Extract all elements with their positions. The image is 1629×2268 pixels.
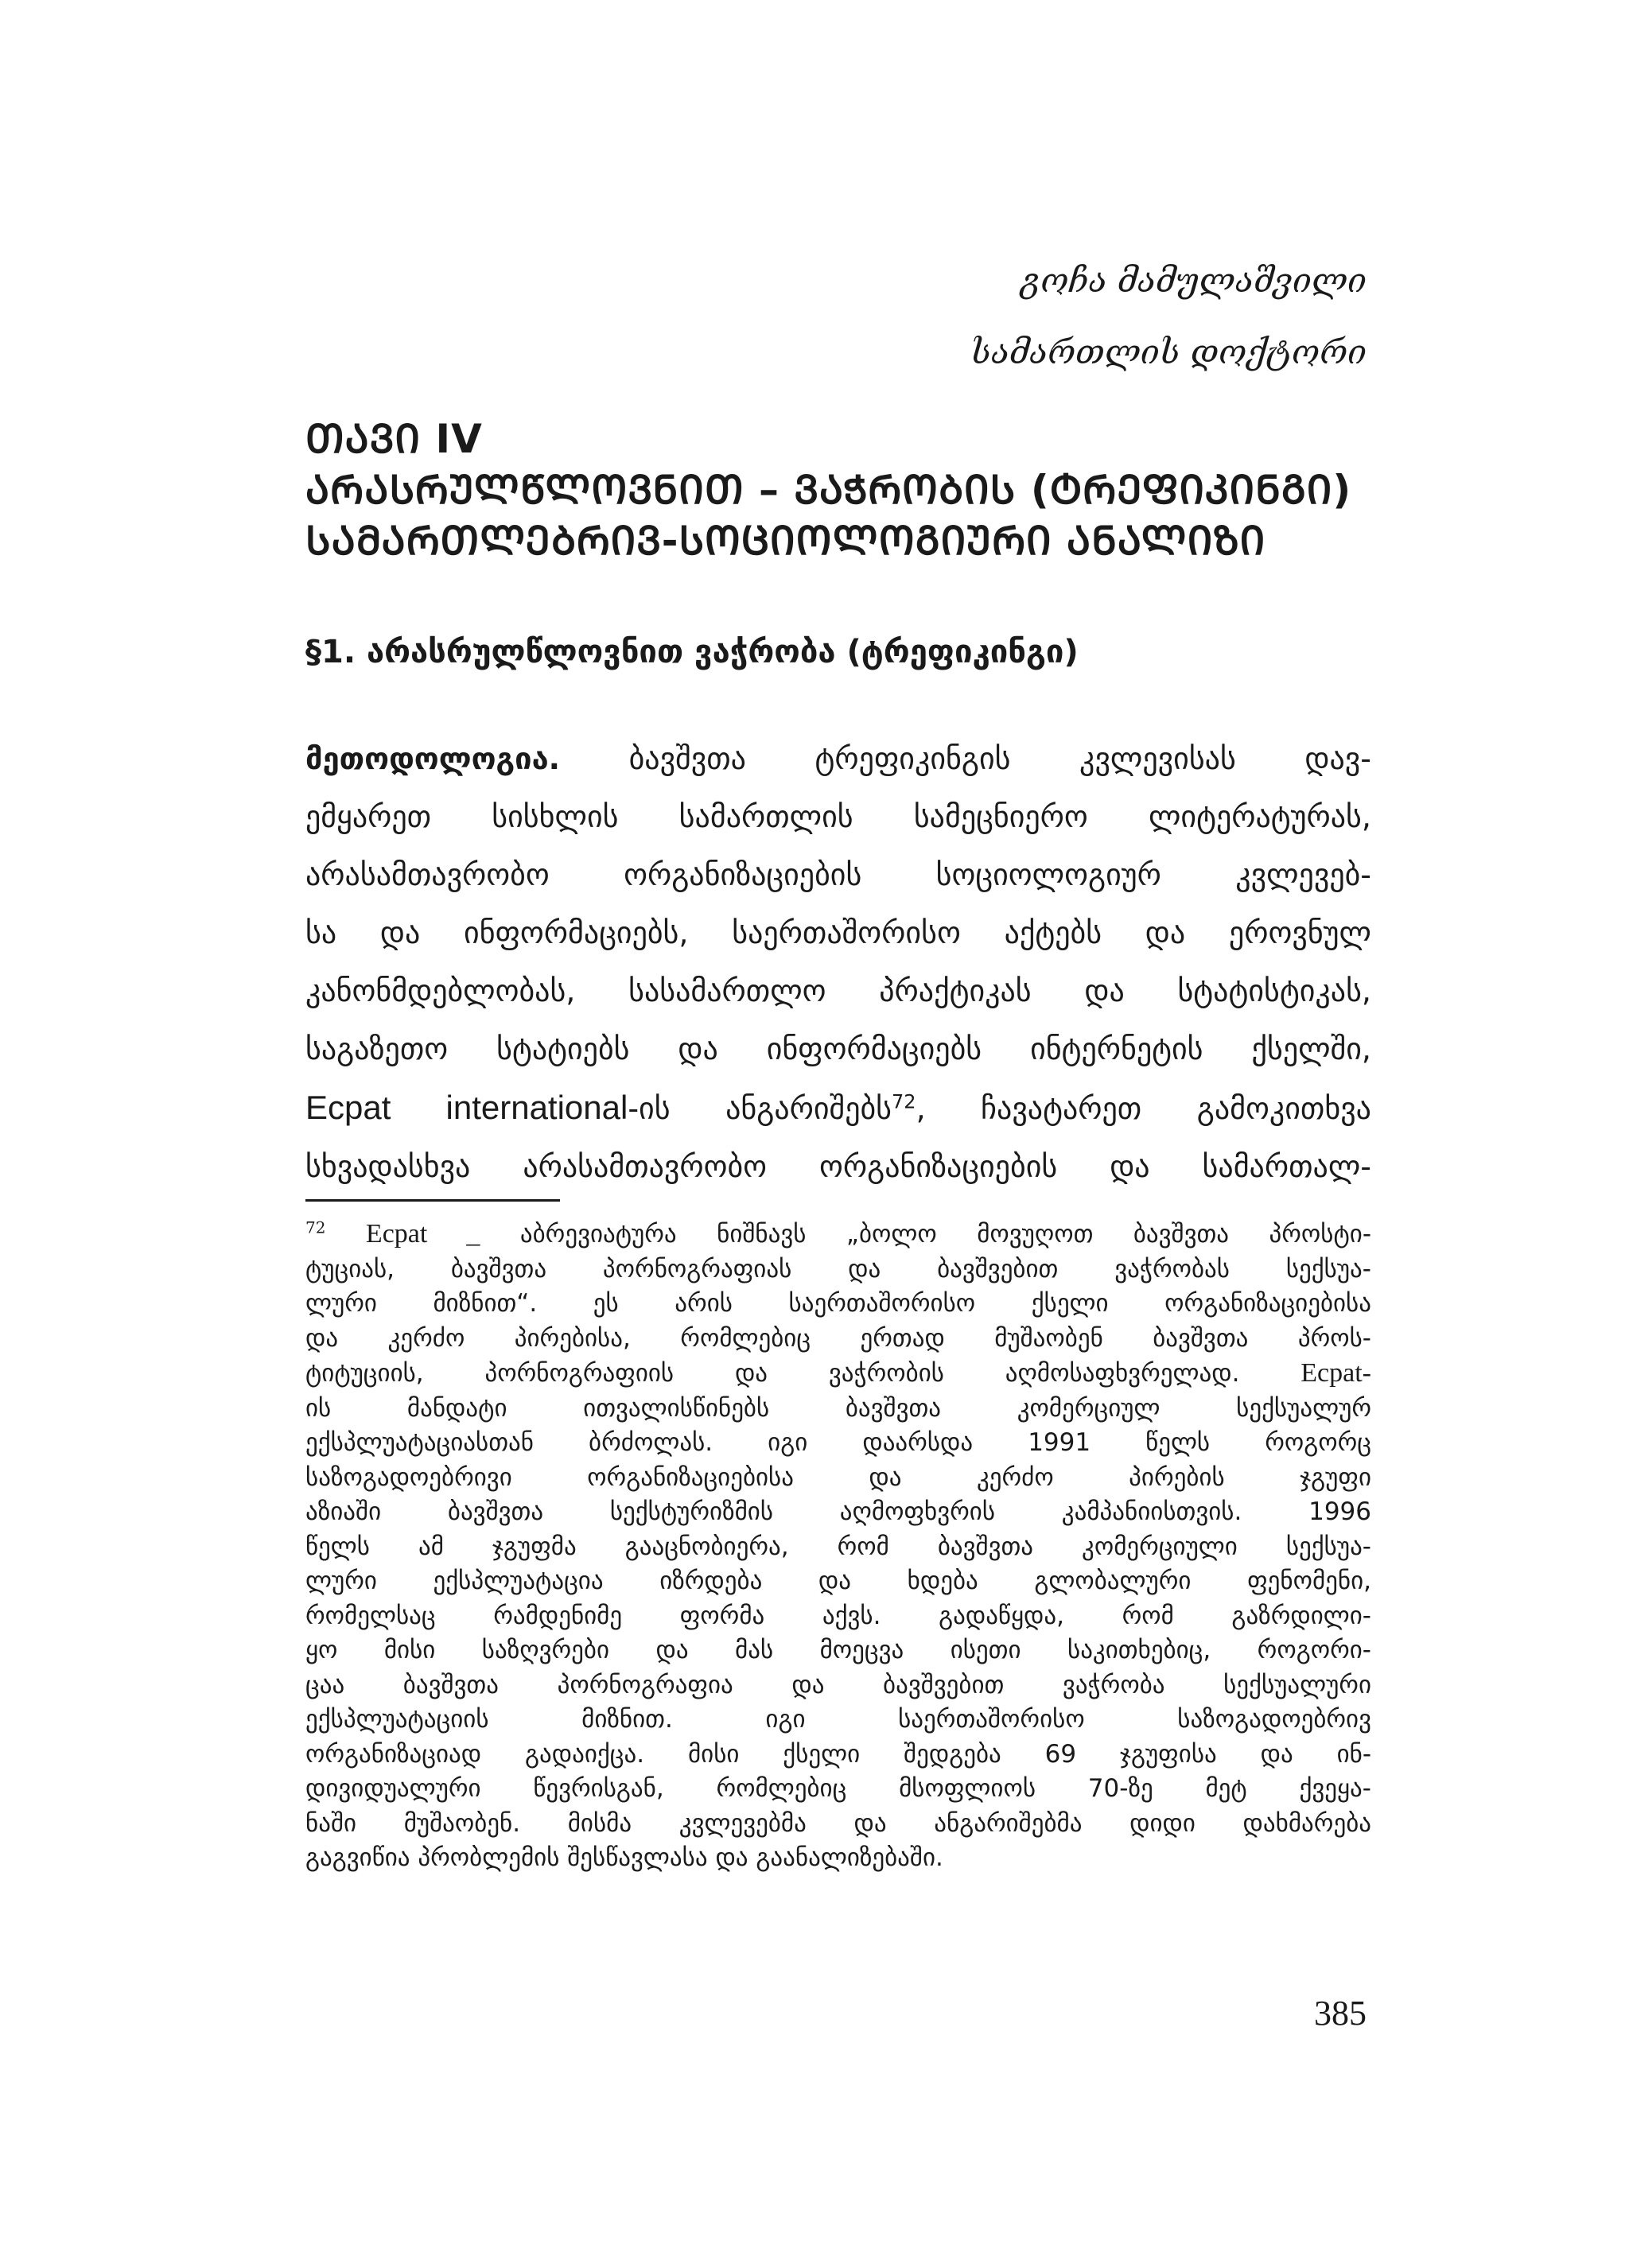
section-title: §1. არასრულწლოვნით ვაჭრობა (ტრეფიკინგი) (305, 634, 1079, 670)
footnote-line: ნაში მუშაობენ. მისმა კვლევებმა და ანგარიშებმა დიდი დახმარება (305, 1808, 1371, 1838)
footnote-line: საზოგადოებრივი ორგანიზაციებისა და კერძო პირების ჯგუფი (305, 1462, 1371, 1492)
footnote-line: რომელსაც რამდენიმე ფორმა აქვს. გადაწყდა, რომ გაზრდილი- (305, 1601, 1371, 1630)
footnote-line: წელს ამ ჯგუფმა გააცნობიერა, რომ ბავშვთა კომერციული სექსუა- (305, 1532, 1371, 1561)
footnote-line: ექსპლუატაციის მიზნით. იგი საერთაშორისო საზოგადოებრივ (305, 1705, 1371, 1734)
author-block (970, 245, 1367, 388)
body-line: ემყარეთ სისხლის სამართლის სამეცნიერო ლიტერატურას, (305, 799, 1371, 834)
footnote (305, 1217, 1371, 1876)
chapter-title-line-2: ᲡᲐᲛᲐᲠᲗᲚᲔᲑᲠᲘᲕ-ᲡᲝᲪᲘᲝᲚᲝᲒᲘᲣᲠᲘ ᲐᲜᲐᲚᲘᲖᲘ (305, 518, 1266, 564)
body-line: კანონმდებლობას, სასამართლო პრაქტიკას და სტატისტიკას, (305, 973, 1371, 1008)
footnote-line: ლური მიზნით“. ეს არის საერთაშორისო ქსელი ორგანიზაციებისა (305, 1289, 1371, 1318)
footnote-separator (305, 1199, 560, 1202)
chapter-number: ᲗᲐᲕᲘ IV (305, 416, 483, 462)
footnote-line: ცაა ბავშვთა პორნოგრაფია და ბავშვებით ვაჭრობა სექსუალური (305, 1670, 1371, 1699)
author-name: გოჩა მამულაშვილი (1021, 261, 1367, 300)
footnote-line: და კერძო პირებისა, რომლებიც ერთად მუშაობენ ბავშვთა პროს- (305, 1323, 1371, 1353)
body-line: მეთოდოლოგია. ბავშვთა ტრეფიკინგის კვლევისას დავ- (305, 741, 1371, 776)
chapter-heading (305, 414, 1371, 566)
footnote-line: ის მანდატი ითვალისწინებს ბავშვთა კომერციულ სექსუალურ (305, 1393, 1371, 1423)
body-line: Ecpat international-ის ანგარიშებს$^{72}$, ჩავატარეთ გამოკითხვა (305, 1089, 1371, 1126)
body-paragraph (305, 730, 1371, 1196)
footnote-line: გაგვიწია პრობლემის შესწავლასა და გაანალიზებაში. (305, 1843, 943, 1872)
chapter-title-line-1: ᲐᲠᲐᲡᲠᲣᲚᲬᲚᲝᲕᲜᲘᲗ – ᲕᲐᲭᲠᲝᲑᲘᲡ (ᲢᲠᲔᲤᲘᲙᲘᲜᲒᲘ) (305, 467, 1352, 513)
ecpat-name: Ecpat international (305, 1089, 628, 1126)
footnote-number: 72 (305, 1217, 326, 1237)
footnote-line: $^{72}$ Ecpat _ აბრევიატურა ნიშნავს „ბოლო მოვუღოთ ბავშვთა პროსტი- (305, 1217, 1372, 1249)
footnote-line: აზიაში ბავშვთა სექსტურიზმის აღმოფხვრის კამპანიისთვის. 1996 (305, 1497, 1371, 1526)
footnote-line: ექსპლუატაციასთან ბრძოლას. იგი დაარსდა 1991 წელს როგორც (305, 1428, 1371, 1457)
body-line: სხვადასხვა არასამთავრობო ორგანიზაციების და სამართალ- (305, 1149, 1371, 1184)
footnote-reference: 72 (892, 1090, 916, 1113)
footnote-line: ლური ექსპლუატაცია იზრდება და ხდება გლობალური ფენომენი, (305, 1567, 1371, 1595)
body-line: საგაზეთო სტატიებს და ინფორმაციებს ინტერნეტის ქსელში, (305, 1031, 1371, 1066)
footnote-line: ტუციას, ბავშვთა პორნოგრაფიას და ბავშვებით ვაჭრობას სექსუა- (305, 1254, 1371, 1284)
lead-word: მეთოდოლოგია. (305, 741, 561, 776)
author-degree: სამართლის დოქტორი (970, 332, 1367, 371)
body-line: არასამთავრობო ორგანიზაციების სოციოლოგიურ კვლევებ- (305, 857, 1371, 892)
footnote-line: ყო მისი საზღვრები და მას მოეცვა ისეთი საკითხებიც, როგორი- (305, 1636, 1371, 1664)
footnote-line: ტიტუციის, პორნოგრაფიის და ვაჭრობის აღმოსაფხვრელად. Ecpat- (305, 1358, 1371, 1388)
page-number: 385 (1314, 1994, 1367, 2033)
footnote-line: ორგანიზაციად გადაიქცა. მისი ქსელი შედგება 69 ჯგუფისა და ინ- (305, 1739, 1371, 1769)
footnote-line: დივიდუალური წევრისგან, რომლებიც მსოფლიოს 70-ზე მეტ ქვეყა- (305, 1774, 1371, 1803)
body-line: სა და ინფორმაციებს, საერთაშორისო აქტებს და ეროვნულ (305, 915, 1371, 950)
